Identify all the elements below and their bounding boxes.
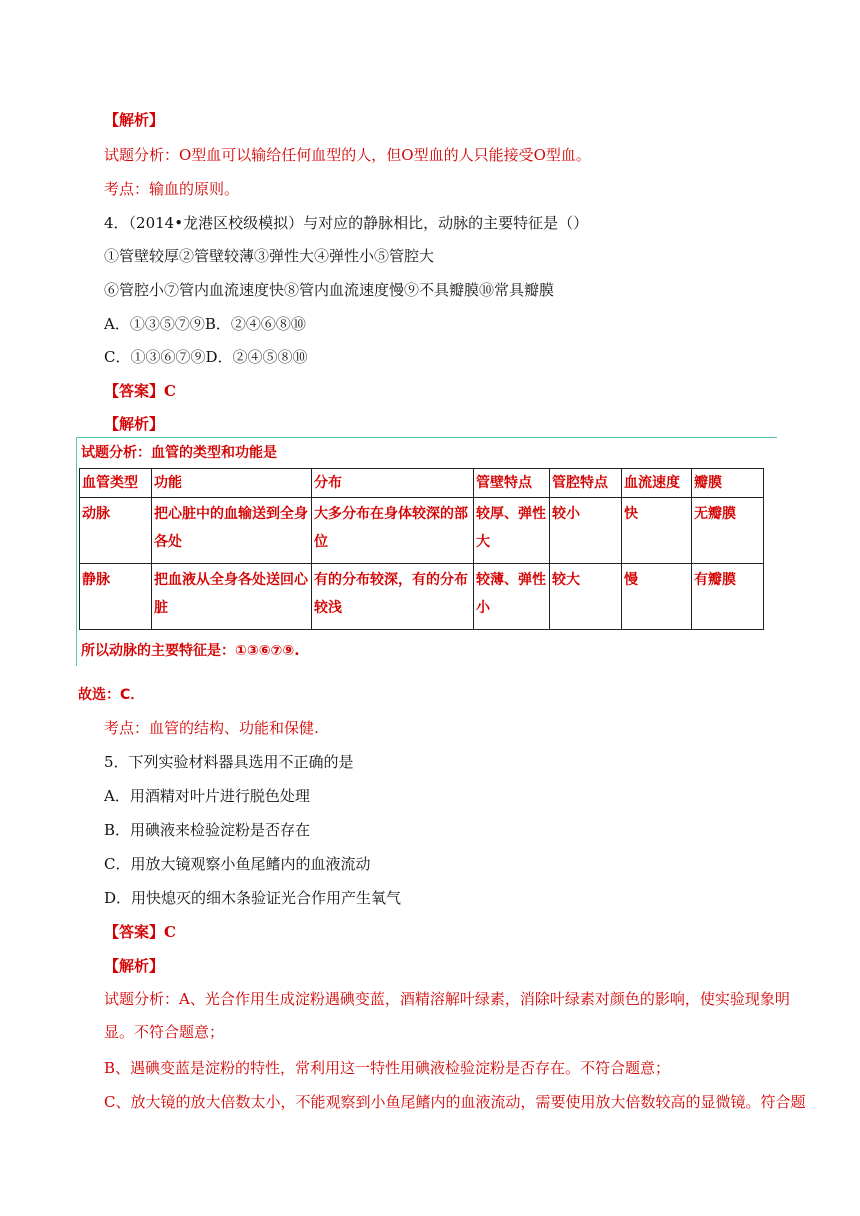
- q3-kaodian: 考点：输血的原则。: [104, 180, 240, 198]
- q5-option-d: D．用快熄灭的细木条验证光合作用产生氧气: [104, 889, 402, 907]
- table-cell: 较小: [550, 498, 622, 564]
- table-cell: 慢: [622, 564, 692, 630]
- q5-analysis-a: 试题分析：A、光合作用生成淀粉遇碘变蓝，酒精溶解叶绿素，消除叶绿素对颜色的影响，使实验现象明显。不符合题意；: [104, 990, 790, 1041]
- table-cell: 大多分布在身体较深的部位: [312, 498, 474, 564]
- q5-option-a: A．用酒精对叶片进行脱色处理: [104, 787, 310, 805]
- vessel-comparison-table: [79, 468, 764, 630]
- q4-jiexi-label: 【解析】: [104, 415, 165, 433]
- vessel-table-figure: [76, 437, 777, 666]
- table-row: [80, 498, 764, 564]
- table-cell: 有的分布较深，有的分布较浅: [312, 564, 474, 630]
- q5-option-b: B．用碘液来检验淀粉是否存在: [104, 821, 311, 839]
- q5-option-c: C．用放大镜观察小鱼尾鳍内的血液流动: [104, 855, 371, 873]
- table-header-cell: 血流速度: [622, 469, 692, 498]
- table-cell: 较薄、弹性小: [474, 564, 550, 630]
- table-footer: 所以动脉的主要特征是：①③⑥⑦⑨.: [81, 643, 300, 659]
- table-caption: 试题分析：血管的类型和功能是: [81, 445, 277, 461]
- table-cell: 静脉: [80, 564, 152, 630]
- table-cell: 较大: [550, 564, 622, 630]
- table-cell: 动脉: [80, 498, 152, 564]
- q4-answer: 【答案】C: [104, 382, 176, 400]
- q3-jiexi-label: 【解析】: [104, 111, 165, 129]
- table-cell: 把心脏中的血输送到全身各处: [152, 498, 312, 564]
- table-header-cell: 瓣膜: [692, 469, 764, 498]
- q5-analysis-c: C、放大镜的放大倍数太小，不能观察到小鱼尾鳍内的血液流动，需要使用放大倍数较高的显微镜。符合题: [104, 1093, 806, 1111]
- table-header-row: [80, 469, 764, 498]
- table-header-cell: 功能: [152, 469, 312, 498]
- q4-kaodian: 考点：血管的结构、功能和保健.: [104, 719, 319, 737]
- q4-guxuan: 故选：C．: [78, 687, 145, 703]
- q4-options-cd: C．①③⑥⑦⑨D．②④⑤⑧⑩: [104, 348, 308, 366]
- table-cell: 较厚、弹性大: [474, 498, 550, 564]
- table-header-cell: 管壁特点: [474, 469, 550, 498]
- q4-features-line1: ①管壁较厚②管壁较薄③弹性大④弹性小⑤管腔大: [104, 247, 435, 265]
- q4-features-line2: ⑥管腔小⑦管内血流速度快⑧管内血流速度慢⑨不具瓣膜⑩常具瓣膜: [104, 281, 555, 299]
- table-row: [80, 564, 764, 630]
- table-cell: 无瓣膜: [692, 498, 764, 564]
- table-header-cell: 血管类型: [80, 469, 152, 498]
- table-cell: 有瓣膜: [692, 564, 764, 630]
- q5-question: 5．下列实验材料器具选用不正确的是: [104, 753, 354, 771]
- q4-question: 4．（2014•龙港区校级模拟）与对应的静脉相比，动脉的主要特征是（）: [104, 214, 589, 232]
- q5-analysis-b: B、遇碘变蓝是淀粉的特性，常利用这一特性用碘液检验淀粉是否存在。不符合题意；: [104, 1059, 671, 1077]
- table-header-cell: 管腔特点: [550, 469, 622, 498]
- table-cell: 快: [622, 498, 692, 564]
- q3-analysis: 试题分析：O型血可以输给任何血型的人，但O型血的人只能接受O型血。: [104, 146, 591, 164]
- q5-jiexi-label: 【解析】: [104, 957, 165, 975]
- q5-answer: 【答案】C: [104, 923, 176, 941]
- q4-options-ab: A．①③⑤⑦⑨B．②④⑥⑧⑩: [104, 315, 306, 333]
- table-header-cell: 分布: [312, 469, 474, 498]
- table-cell: 把血液从全身各处送回心脏: [152, 564, 312, 630]
